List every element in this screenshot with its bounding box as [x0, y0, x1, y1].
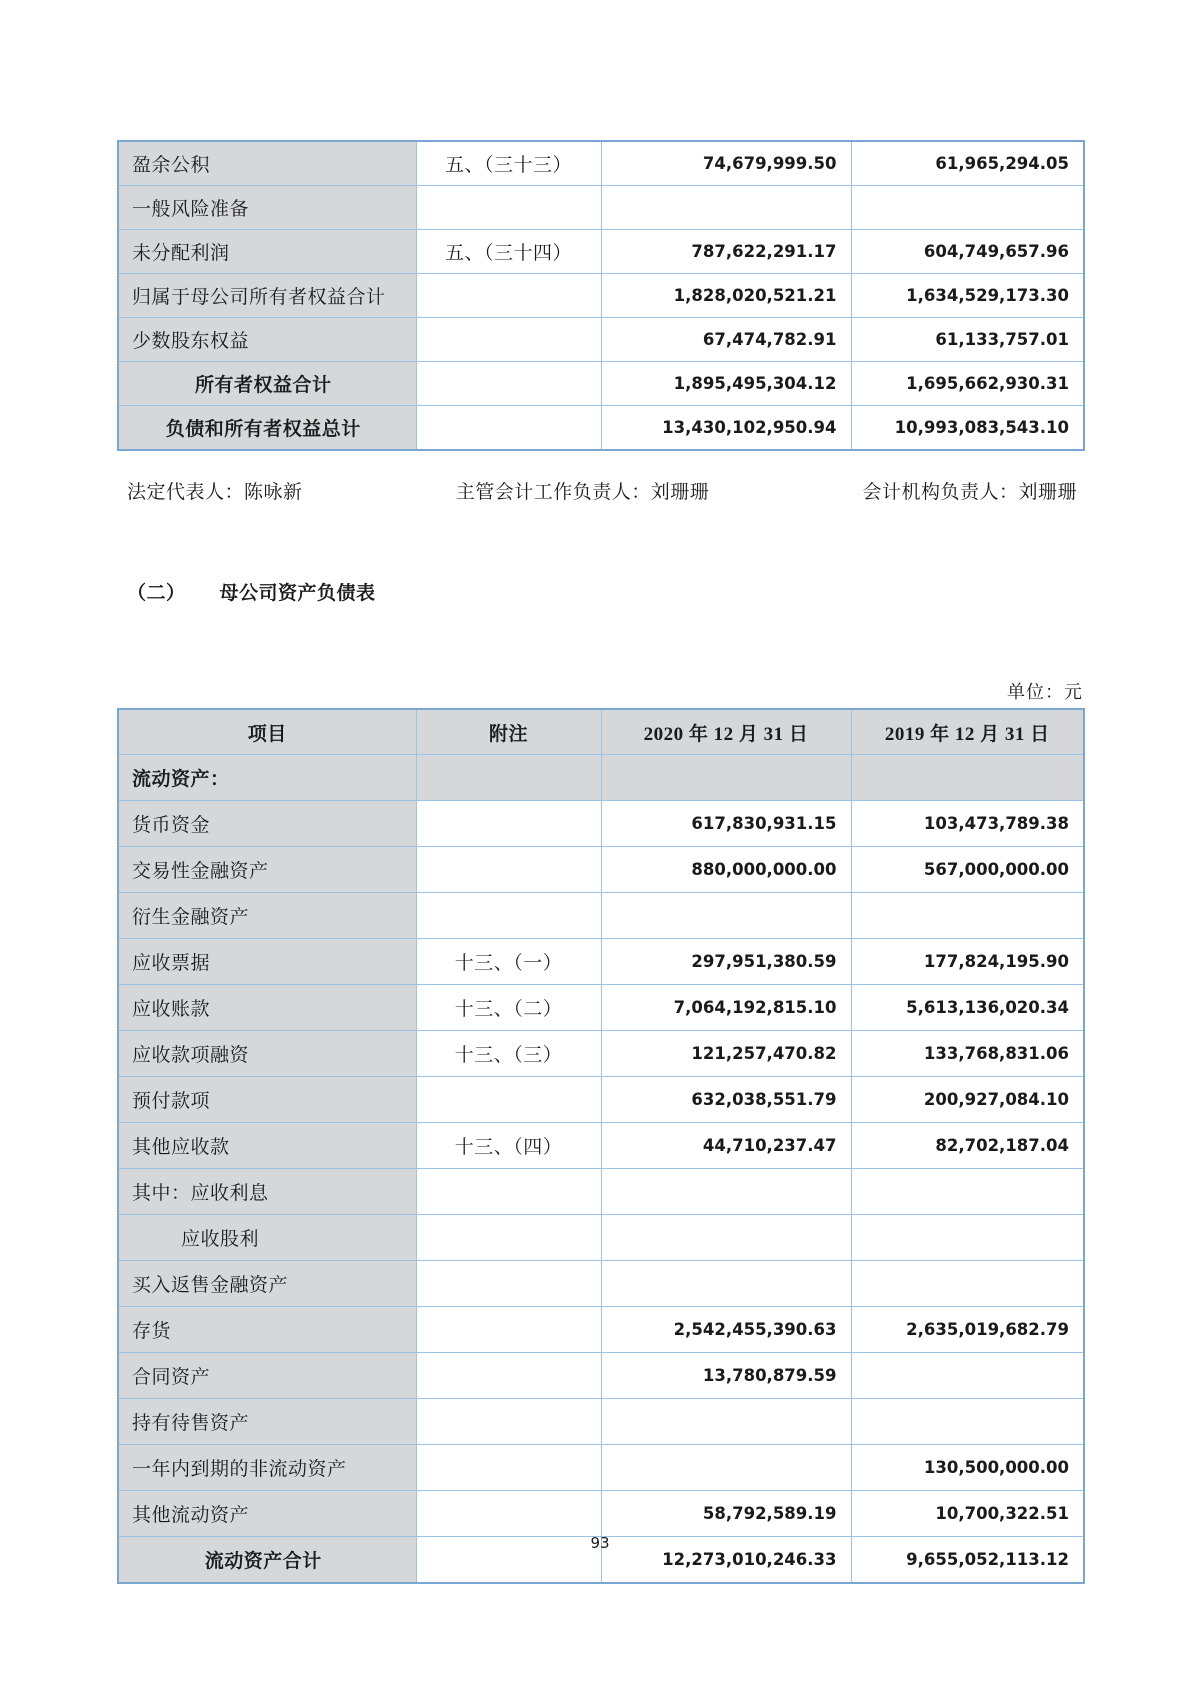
row-value-2019: 82,702,187.04: [851, 1123, 1084, 1169]
table-row: [118, 755, 1084, 801]
row-label: 应收票据: [118, 939, 416, 985]
table-row: [118, 186, 1084, 230]
row-label: 一年内到期的非流动资产: [118, 1445, 416, 1491]
legal-representative-label: 法定代表人：陈咏新: [127, 482, 303, 503]
row-label: 应收股利: [118, 1215, 416, 1261]
row-note: [416, 1077, 601, 1123]
header-row: [118, 709, 1084, 755]
table-row: [118, 1399, 1084, 1445]
row-note: [416, 1169, 601, 1215]
table-row: [118, 318, 1084, 362]
row-value-2019: 1,634,529,173.30: [851, 274, 1084, 318]
row-value-2019: [851, 1399, 1084, 1445]
row-note: [416, 847, 601, 893]
row-note: 十三、（一）: [416, 939, 601, 985]
row-value-2020: 12,273,010,246.33: [601, 1537, 851, 1584]
table-row: [118, 893, 1084, 939]
row-note: [416, 1445, 601, 1491]
row-note: [416, 362, 601, 406]
row-label: 存货: [118, 1307, 416, 1353]
row-label: 其他应收款: [118, 1123, 416, 1169]
row-value-2019: [851, 186, 1084, 230]
row-note: 五、（三十三）: [416, 141, 601, 186]
row-note: [416, 893, 601, 939]
row-value-2020: 1,895,495,304.12: [601, 362, 851, 406]
row-note: [416, 1353, 601, 1399]
table-row: [118, 230, 1084, 274]
table-row: [118, 274, 1084, 318]
row-label: 其中：应收利息: [118, 1169, 416, 1215]
row-value-2019: 133,768,831.06: [851, 1031, 1084, 1077]
row-value-2019: 2,635,019,682.79: [851, 1307, 1084, 1353]
row-value-2020: [601, 1445, 851, 1491]
row-label: 应收账款: [118, 985, 416, 1031]
row-value-2019: 567,000,000.00: [851, 847, 1084, 893]
table-row: [118, 141, 1084, 186]
row-note: 十三、（三）: [416, 1031, 601, 1077]
accounting-supervisor-label: 主管会计工作负责人：刘珊珊: [455, 482, 710, 503]
row-label: 应收款项融资: [118, 1031, 416, 1077]
row-value-2020: [601, 893, 851, 939]
header-item: 项目: [118, 709, 416, 755]
row-value-2020: [601, 1215, 851, 1261]
row-label: 交易性金融资产: [118, 847, 416, 893]
row-label: 所有者权益合计: [118, 362, 416, 406]
row-value-2019: 10,993,083,543.10: [851, 406, 1084, 451]
row-label: 少数股东权益: [118, 318, 416, 362]
row-value-2020: 632,038,551.79: [601, 1077, 851, 1123]
section-heading: [127, 578, 376, 605]
row-note: [416, 1307, 601, 1353]
row-value-2020: 74,679,999.50: [601, 141, 851, 186]
table-row: [118, 1031, 1084, 1077]
row-label: 买入返售金融资产: [118, 1261, 416, 1307]
row-note: [416, 1399, 601, 1445]
table-row: [118, 847, 1084, 893]
row-value-2019: [851, 1169, 1084, 1215]
signature-row: [127, 477, 1077, 504]
row-label: 货币资金: [118, 801, 416, 847]
row-label: 持有待售资产: [118, 1399, 416, 1445]
row-value-2020: 44,710,237.47: [601, 1123, 851, 1169]
row-value-2019: [851, 893, 1084, 939]
row-note: [416, 755, 601, 801]
row-value-2019: 103,473,789.38: [851, 801, 1084, 847]
row-label: 流动资产合计: [118, 1537, 416, 1584]
row-value-2020: [601, 186, 851, 230]
row-label: 预付款项: [118, 1077, 416, 1123]
table-row: [118, 985, 1084, 1031]
row-value-2019: 5,613,136,020.34: [851, 985, 1084, 1031]
row-value-2019: 200,927,084.10: [851, 1077, 1084, 1123]
page-number: 93: [590, 1534, 610, 1552]
row-value-2019: [851, 1353, 1084, 1399]
table-row: [118, 406, 1084, 451]
parent-balance-sheet-table: [117, 708, 1085, 1584]
table-row: [118, 1353, 1084, 1399]
consolidated-balance-sheet-table: [117, 140, 1085, 451]
row-value-2020: 1,828,020,521.21: [601, 274, 851, 318]
table-row: [118, 1123, 1084, 1169]
row-value-2019: [851, 1261, 1084, 1307]
row-value-2020: 7,064,192,815.10: [601, 985, 851, 1031]
table-row: [118, 1077, 1084, 1123]
row-label: 合同资产: [118, 1353, 416, 1399]
row-note: [416, 318, 601, 362]
row-label: 流动资产：: [118, 755, 416, 801]
section-index: （二）: [127, 583, 186, 604]
table-row: [118, 1491, 1084, 1537]
table-row: [118, 801, 1084, 847]
row-value-2019: 604,749,657.96: [851, 230, 1084, 274]
row-value-2020: 67,474,782.91: [601, 318, 851, 362]
table-row: [118, 1169, 1084, 1215]
table-header: [118, 709, 1084, 755]
table-row: [118, 1307, 1084, 1353]
row-note: 十三、（四）: [416, 1123, 601, 1169]
header-2019: 2019 年 12 月 31 日: [851, 709, 1084, 755]
accounting-head-label: 会计机构负责人：刘珊珊: [862, 482, 1077, 503]
row-label: 未分配利润: [118, 230, 416, 274]
row-value-2019: 9,655,052,113.12: [851, 1537, 1084, 1584]
row-label: 归属于母公司所有者权益合计: [118, 274, 416, 318]
row-note: [416, 186, 601, 230]
row-value-2020: 121,257,470.82: [601, 1031, 851, 1077]
row-label: 一般风险准备: [118, 186, 416, 230]
row-label: 其他流动资产: [118, 1491, 416, 1537]
row-note: 五、（三十四）: [416, 230, 601, 274]
row-note: [416, 1215, 601, 1261]
row-value-2020: 880,000,000.00: [601, 847, 851, 893]
table-row: [118, 1445, 1084, 1491]
row-label: 负债和所有者权益总计: [118, 406, 416, 451]
row-note: [416, 1491, 601, 1537]
table-row: [118, 362, 1084, 406]
row-note: 十三、（二）: [416, 985, 601, 1031]
row-note: [416, 406, 601, 451]
row-value-2019: 130,500,000.00: [851, 1445, 1084, 1491]
row-value-2020: 58,792,589.19: [601, 1491, 851, 1537]
row-value-2020: 13,780,879.59: [601, 1353, 851, 1399]
row-note: [416, 801, 601, 847]
row-value-2019: 61,965,294.05: [851, 141, 1084, 186]
table-row: [118, 939, 1084, 985]
row-value-2019: [851, 1215, 1084, 1261]
table-row: [118, 1261, 1084, 1307]
unit-label: 单位：元: [1007, 682, 1083, 702]
table-row: [118, 1215, 1084, 1261]
header-note: 附注: [416, 709, 601, 755]
row-value-2019: 61,133,757.01: [851, 318, 1084, 362]
row-note: [416, 274, 601, 318]
row-value-2020: [601, 1169, 851, 1215]
row-value-2020: 13,430,102,950.94: [601, 406, 851, 451]
header-2020: 2020 年 12 月 31 日: [601, 709, 851, 755]
row-value-2020: 787,622,291.17: [601, 230, 851, 274]
row-value-2020: [601, 755, 851, 801]
table-body: [118, 141, 1084, 450]
row-value-2019: [851, 755, 1084, 801]
row-note: [416, 1261, 601, 1307]
row-value-2019: 1,695,662,930.31: [851, 362, 1084, 406]
row-value-2020: 2,542,455,390.63: [601, 1307, 851, 1353]
row-label: 盈余公积: [118, 141, 416, 186]
table-body: [118, 755, 1084, 1584]
row-label: 衍生金融资产: [118, 893, 416, 939]
row-value-2019: 10,700,322.51: [851, 1491, 1084, 1537]
row-value-2020: 297,951,380.59: [601, 939, 851, 985]
section-title: 母公司资产负债表: [219, 583, 376, 604]
row-value-2019: 177,824,195.90: [851, 939, 1084, 985]
row-value-2020: [601, 1399, 851, 1445]
row-value-2020: [601, 1261, 851, 1307]
row-value-2020: 617,830,931.15: [601, 801, 851, 847]
